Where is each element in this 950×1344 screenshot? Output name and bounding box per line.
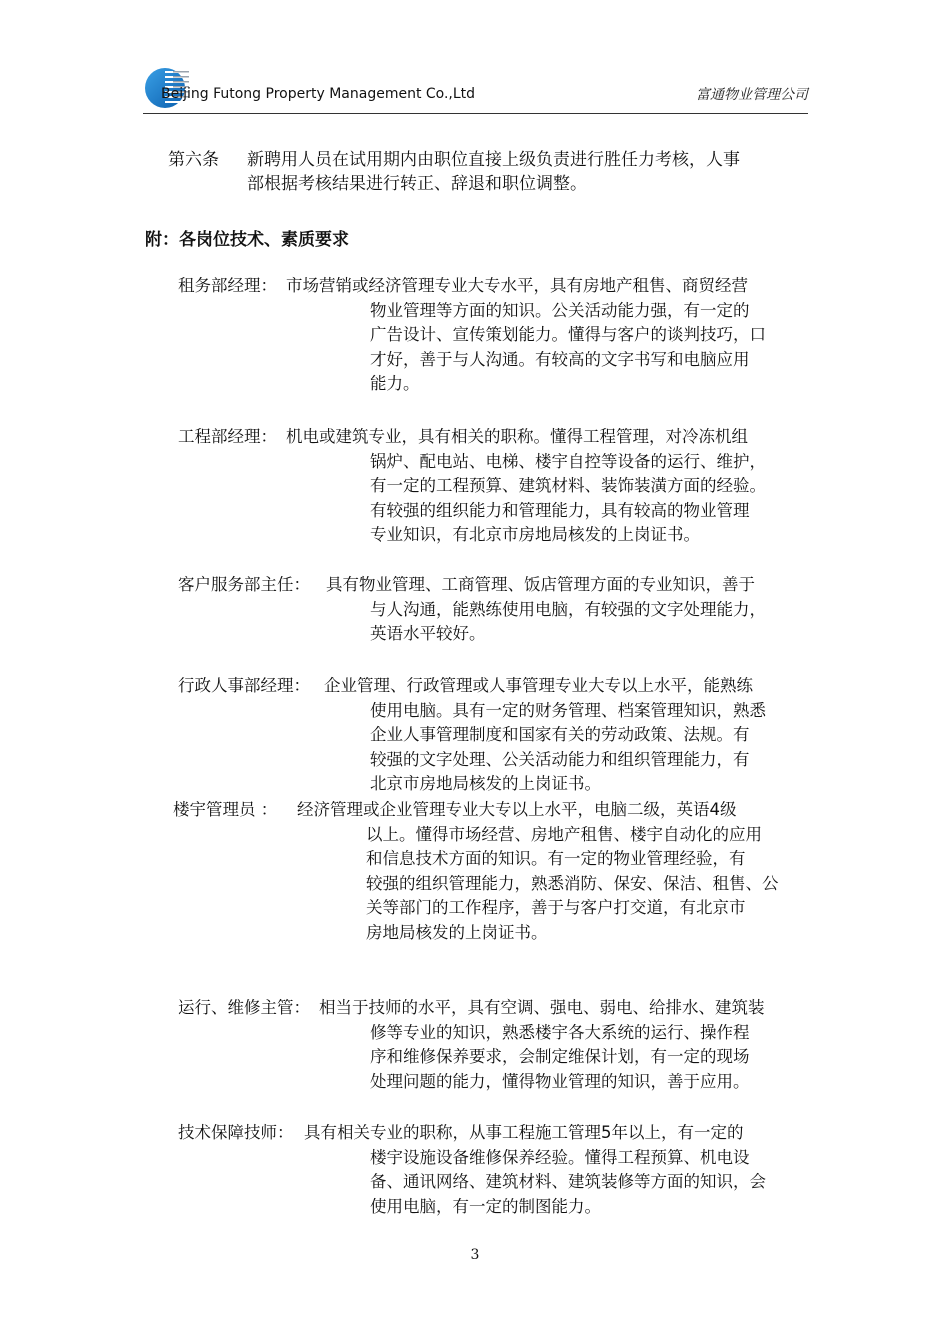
desc-line: 较强的组织管理能力，熟悉消防、保安、保洁、租售、公 — [366, 873, 779, 893]
desc-line: 具有相关专业的职称，从事工程施工管理5年以上，有一定的 — [304, 1123, 744, 1142]
desc-line: 以上。懂得市场经营、房地产租售、楼宇自动化的应用 — [366, 824, 762, 844]
desc-line: 备、通讯网络、建筑材料、建筑装修等方面的知识，会 — [370, 1172, 766, 1192]
desc-line: 较强的文字处理、公关活动能力和组织管理能力，有 — [370, 749, 750, 769]
desc-line: 经济管理或企业管理专业大专以上水平，电脑二级，英语4级 — [297, 800, 737, 819]
desc-line: 相当于技师的水平，具有空调、强电、弱电、给排水、建筑装 — [319, 998, 765, 1017]
desc-line: 有较强的组织能力和管理能力，具有较高的物业管理 — [370, 500, 750, 520]
desc-line: 和信息技术方面的知识。有一定的物业管理经验，有 — [366, 849, 746, 869]
role-title: 工程部经理： — [178, 427, 277, 446]
desc-line: 机电或建筑专业，具有相关的职称。懂得工程管理，对冷冻机组 — [286, 427, 748, 446]
desc-line: 房地局核发的上岗证书。 — [366, 922, 548, 942]
requirement-desc — [370, 450, 766, 548]
role-title: 客户服务部主任： — [178, 575, 310, 594]
desc-line: 广告设计、宣传策划能力。懂得与客户的谈判技巧，口 — [370, 325, 766, 345]
desc-line: 关等部门的工作程序，善于与客户打交道，有北京市 — [366, 898, 746, 918]
company-name-cn: 富通物业管理公司 — [696, 87, 808, 103]
desc-line: 物业管理等方面的知识。公关活动能力强，有一定的 — [370, 300, 750, 320]
desc-line: 锅炉、配电站、电梯、楼宇自控等设备的运行、维护， — [370, 451, 766, 471]
desc-line: 使用电脑，有一定的制图能力。 — [370, 1196, 601, 1216]
desc-line: 有一定的工程预算、建筑材料、装饰装潢方面的经验。 — [370, 476, 766, 496]
requirement-first-line — [326, 573, 755, 598]
desc-line: 企业人事管理制度和国家有关的劳动政策、法规。有 — [370, 725, 750, 745]
desc-line: 英语水平较好。 — [370, 624, 486, 644]
requirement-desc — [370, 699, 766, 797]
desc-line: 企业管理、行政管理或人事管理专业大专以上水平，能熟练 — [324, 676, 753, 695]
role-title: 运行、维修主管： — [178, 998, 310, 1017]
desc-line: 序和维修保养要求，会制定维保计划，有一定的现场 — [370, 1047, 750, 1067]
desc-line: 楼宇设施设备维修保养经验。懂得工程预算、机电设 — [370, 1147, 750, 1167]
role-title: 行政人事部经理： — [178, 676, 310, 695]
requirement-first-line — [297, 798, 737, 823]
article-text — [247, 148, 807, 196]
page-number: 3 — [470, 1247, 480, 1263]
requirement-first-line — [324, 674, 753, 699]
desc-line: 使用电脑。具有一定的财务管理、档案管理知识，熟悉 — [370, 700, 766, 720]
requirement-desc — [370, 299, 766, 397]
requirement-desc — [366, 823, 779, 946]
requirement-first-line — [319, 996, 765, 1021]
article-text-line: 新聘用人员在试用期内由职位直接上级负责进行胜任力考核，人事 — [247, 150, 740, 170]
desc-line: 市场营销或经济管理专业大专水平，具有房地产租售、商贸经营 — [286, 276, 748, 295]
desc-line: 具有物业管理、工商管理、饭店管理方面的专业知识，善于 — [326, 575, 755, 594]
role-title: 楼宇管理员 ： — [173, 800, 278, 819]
desc-line: 才好，善于与人沟通。有较高的文字书写和电脑应用 — [370, 349, 750, 369]
requirement-desc — [370, 598, 766, 647]
requirement-desc — [370, 1146, 766, 1220]
desc-line: 修等专业的知识，熟悉楼宇各大系统的运行、操作程 — [370, 1022, 750, 1042]
role-title: 租务部经理： — [178, 276, 277, 295]
appendix-title: 附：各岗位技术、素质要求 — [145, 230, 349, 250]
company-name-en: Beijing Futong Property Management Co.,Ltd — [161, 86, 476, 102]
article-label: 第六条 — [168, 150, 219, 170]
article-text-line: 部根据考核结果进行转正、辞退和职位调整。 — [247, 174, 587, 194]
requirement-first-line — [304, 1121, 744, 1146]
requirement-desc — [370, 1021, 750, 1095]
requirement-first-line — [286, 425, 748, 450]
desc-line: 处理问题的能力，懂得物业管理的知识，善于应用。 — [370, 1071, 750, 1091]
requirement-first-line — [286, 274, 748, 299]
desc-line: 能力。 — [370, 374, 420, 394]
desc-line: 与人沟通，能熟练使用电脑，有较强的文字处理能力， — [370, 599, 766, 619]
role-title: 技术保障技师： — [178, 1123, 294, 1142]
desc-line: 北京市房地局核发的上岗证书。 — [370, 774, 601, 794]
desc-line: 专业知识，有北京市房地局核发的上岗证书。 — [370, 525, 700, 545]
page-header — [143, 62, 808, 114]
header-divider — [143, 113, 808, 114]
